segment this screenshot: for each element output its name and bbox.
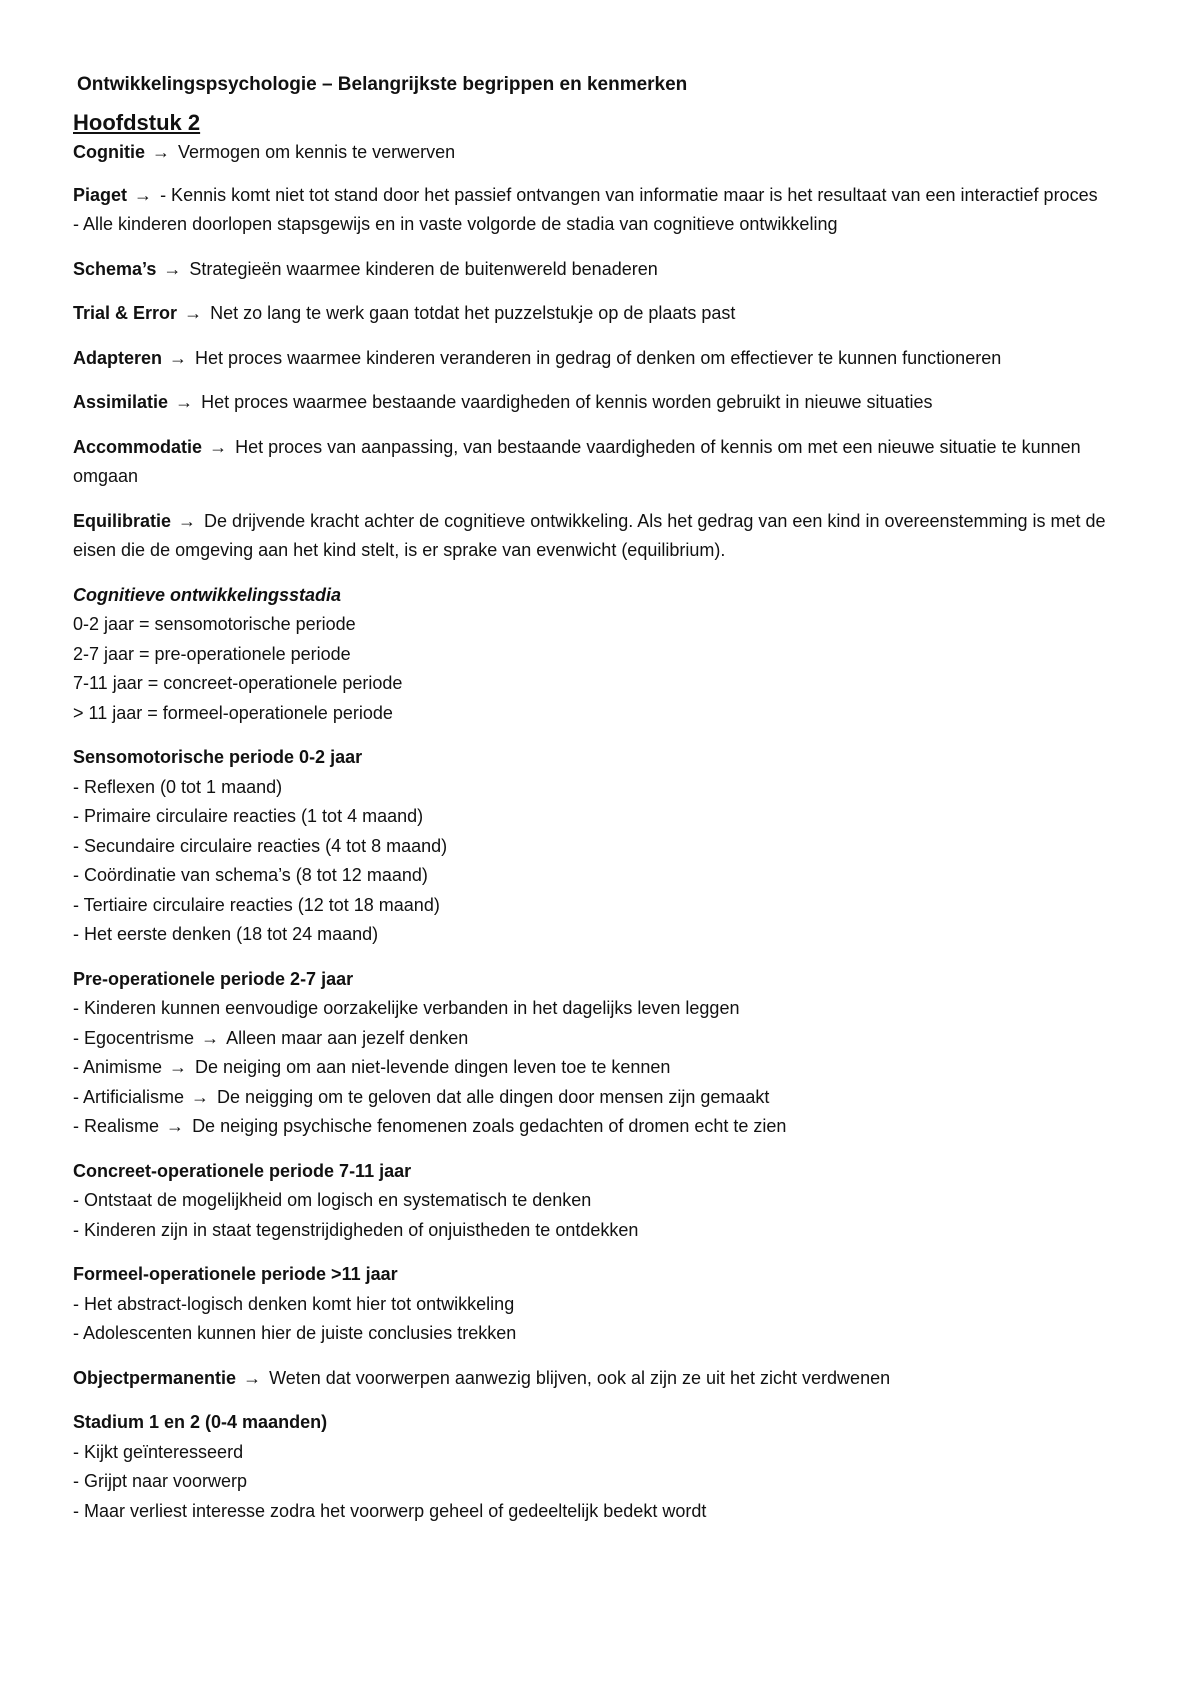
chapter-heading: Hoofdstuk 2 xyxy=(73,110,201,135)
definition-term: Piaget xyxy=(73,184,128,205)
definition-text: - Kennis komt niet tot stand door het passief ontvangen van informatie maar is het resultaat van een interactief proces xyxy=(160,184,1098,205)
list-item: - Primaire circulaire reacties (1 tot 4 maand) xyxy=(73,806,424,826)
arrow-right-icon: → xyxy=(152,142,171,162)
sensomotor-section xyxy=(73,743,1140,950)
definition-text: Het proces waarmee bestaande vaardigheden of kennis worden gebruikt in nieuwe situaties xyxy=(201,392,933,412)
list-item: - Grijpt naar voorwerp xyxy=(73,1471,248,1491)
definition-equilibratie xyxy=(73,507,1140,566)
arrow-right-icon: → xyxy=(169,347,188,368)
definition-extra: - Alle kinderen doorlopen stapsgewijs en in vaste volgorde de stadia van cognitieve ontwikkeling xyxy=(73,214,838,234)
definition-term: Cognitie xyxy=(73,142,145,162)
definition-trial-error xyxy=(73,299,1140,329)
list-item: - Reflexen (0 tot 1 maand) xyxy=(73,776,283,797)
definition-text: Weten dat voorwerpen aanwezig blijven, ook al zijn ze uit het zicht verdwenen xyxy=(269,1367,891,1388)
section-title: Stadium 1 en 2 (0-4 maanden) xyxy=(73,1412,328,1432)
section-title: Formeel-operationele periode >11 jaar xyxy=(73,1264,398,1284)
definition-text: Het proces van aanpassing, van bestaande vaardigheden of kennis om met een nieuwe situatie te kunnen omgaan xyxy=(73,436,1081,486)
list-item-text: De neiging psychische fenomenen zoals gedachten of dromen echt te zien xyxy=(192,1116,787,1136)
section-title: Sensomotorische periode 0-2 jaar xyxy=(73,747,363,767)
definition-objectpermanentie xyxy=(73,1364,1140,1394)
list-item: - Maar verliest interesse zodra het voorwerp geheel of gedeeltelijk bedekt wordt xyxy=(73,1500,707,1521)
arrow-right-icon: → xyxy=(201,1027,220,1048)
list-item: - Tertiaire circulaire reacties (12 tot 18 maand) xyxy=(73,894,440,915)
section-title: Concreet-operationele periode 7-11 jaar xyxy=(73,1160,412,1181)
document-title: Ontwikkelingspsychologie – Belangrijkste begrippen en kenmerken xyxy=(77,74,688,95)
list-item: > 11 jaar = formeel-operationele periode xyxy=(73,702,393,723)
list-item xyxy=(73,1024,1140,1054)
definition-term: Assimilatie xyxy=(73,392,169,412)
list-item: - Secundaire circulaire reacties (4 tot 8 maand) xyxy=(73,835,448,856)
list-item-text: De neiging om aan niet-levende dingen leven toe te kennen xyxy=(195,1057,671,1077)
definition-text: Strategieën waarmee kinderen de buitenwereld benaderen xyxy=(189,258,658,279)
arrow-right-icon: → xyxy=(178,510,197,531)
definition-schemas xyxy=(73,255,1140,285)
stages-overview-title: Cognitieve ontwikkelingsstadia xyxy=(73,584,342,605)
definition-term: Accommodatie xyxy=(73,436,203,457)
list-item: - Kinderen zijn in staat tegenstrijdigheden of onjuistheden te ontdekken xyxy=(73,1219,639,1240)
list-item-label: - Egocentrisme xyxy=(73,1027,195,1048)
list-item: - Kinderen kunnen eenvoudige oorzakelijke verbanden in het dagelijks leven leggen xyxy=(73,998,740,1018)
definition-cognitie xyxy=(73,138,1140,168)
arrow-right-icon: → xyxy=(169,1057,188,1077)
definition-term: Schema’s xyxy=(73,258,157,279)
list-item: - Het eerste denken (18 tot 24 maand) xyxy=(73,924,379,944)
list-item: 7-11 jaar = concreet-operationele periode xyxy=(73,673,403,693)
list-item-label: - Artificialisme xyxy=(73,1086,185,1107)
definition-piaget xyxy=(73,181,1140,240)
list-item: 2-7 jaar = pre-operationele periode xyxy=(73,643,351,664)
list-item: - Kijkt geïnteresseerd xyxy=(73,1441,244,1462)
definition-term: Equilibratie xyxy=(73,510,172,531)
definition-accommodatie xyxy=(73,433,1140,492)
list-item-label: - Realisme xyxy=(73,1116,160,1136)
formal-section xyxy=(73,1260,1140,1349)
list-item: - Het abstract-logisch denken komt hier tot ontwikkeling xyxy=(73,1293,515,1314)
section-title: Pre-operationele periode 2-7 jaar xyxy=(73,968,354,989)
definition-adapteren xyxy=(73,344,1140,374)
definition-text: De drijvende kracht achter de cognitieve ontwikkeling. Als het gedrag van een kind in overeenstemming is met de eisen die de omgeving aan het kind stelt, is er sprake van evenwicht (equilibrium). xyxy=(73,510,1106,560)
definition-text: Vermogen om kennis te verwerven xyxy=(178,142,456,162)
arrow-right-icon: → xyxy=(166,1116,185,1136)
list-item: - Coördinatie van schema’s (8 tot 12 maand) xyxy=(73,865,428,885)
arrow-right-icon: → xyxy=(191,1086,210,1107)
arrow-right-icon: → xyxy=(134,184,153,205)
list-item-text: De neigging om te geloven dat alle dingen door mensen zijn gemaakt xyxy=(217,1086,770,1107)
list-item: 0-2 jaar = sensomotorische periode xyxy=(73,614,356,634)
list-item: - Adolescenten kunnen hier de juiste conclusies trekken xyxy=(73,1323,517,1343)
preoperational-section xyxy=(73,965,1140,1142)
definition-term: Adapteren xyxy=(73,347,163,368)
arrow-right-icon: → xyxy=(184,303,203,323)
list-item xyxy=(73,1053,1140,1083)
definition-term: Trial & Error xyxy=(73,303,178,323)
definition-term: Objectpermanentie xyxy=(73,1367,237,1388)
arrow-right-icon: → xyxy=(163,258,182,279)
list-item-label: - Animisme xyxy=(73,1057,163,1077)
stages-overview xyxy=(73,581,1140,729)
stage12-section xyxy=(73,1408,1140,1526)
arrow-right-icon: → xyxy=(209,436,228,457)
definition-text: Net zo lang te werk gaan totdat het puzzelstukje op de plaats past xyxy=(210,303,736,323)
arrow-right-icon: → xyxy=(243,1367,262,1388)
definition-assimilatie xyxy=(73,388,1140,418)
list-item-text: Alleen maar aan jezelf denken xyxy=(226,1027,469,1048)
definition-text: Het proces waarmee kinderen veranderen in gedrag of denken om effectiever te kunnen functioneren xyxy=(195,347,1002,368)
concrete-section xyxy=(73,1157,1140,1246)
list-item xyxy=(73,1083,1140,1113)
list-item: - Ontstaat de mogelijkheid om logisch en systematisch te denken xyxy=(73,1190,592,1210)
arrow-right-icon: → xyxy=(175,392,194,412)
list-item xyxy=(73,1112,1140,1142)
